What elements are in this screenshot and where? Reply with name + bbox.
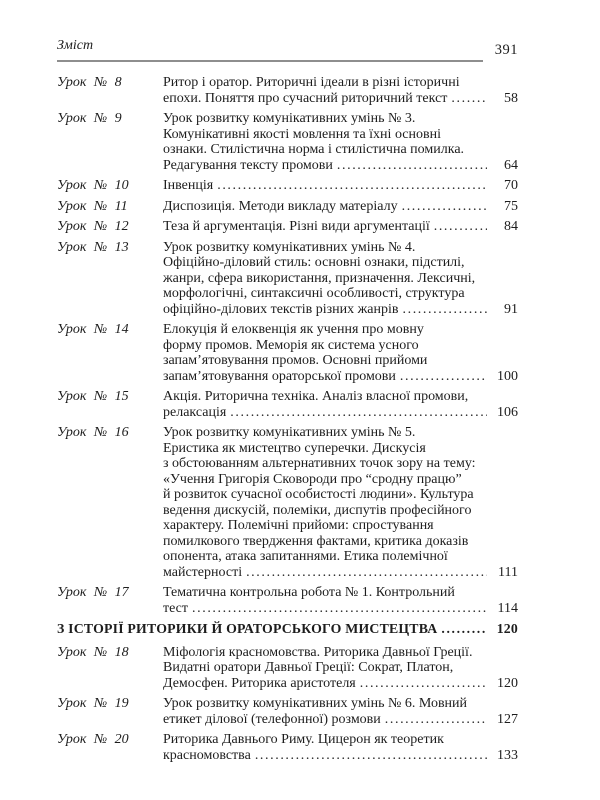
lesson-label: Урок № 16 <box>57 425 129 440</box>
dot-leader <box>434 219 487 235</box>
entry-last-line-row <box>163 601 518 617</box>
entry-page-number: 84 <box>504 219 518 234</box>
entry-line: форму промов. Меморія як система усного <box>163 337 419 353</box>
lesson-label: Урок № 9 <box>57 111 122 126</box>
running-head <box>57 36 518 62</box>
entry-last-line-row <box>163 158 518 174</box>
dot-leader <box>441 621 487 637</box>
entry-line: й розвиток сучасної особистості людини». Культура <box>163 487 474 502</box>
entry-line: Урок розвитку комунікативних умінь № 3. <box>163 111 416 126</box>
entry-page-number: 111 <box>498 564 518 580</box>
entry-line: Елокуція й елоквенція як учення про мовну <box>163 322 424 337</box>
lesson-label: Урок № 15 <box>57 389 129 404</box>
entry-line: Еристика як мистецтво суперечки. Дискусія <box>163 440 426 456</box>
entry-line: опонента, атака запитаннями. Етика полемічної <box>163 549 448 564</box>
entry-line: характеру. Полемічні прийоми: спростування <box>163 518 434 533</box>
entry-last-line-row <box>163 748 518 764</box>
dot-leader <box>451 91 487 107</box>
entry-line: з обстоюванням альтернативних точок зору на тему: <box>163 456 476 471</box>
dot-leader <box>230 405 487 421</box>
entry-text <box>163 732 518 763</box>
entry-text <box>163 389 518 420</box>
entry-last-line-row <box>163 405 518 421</box>
entry-line: Міфологія красномовства. Риторика Давньої Греції. <box>163 644 473 660</box>
entry-line: Урок розвитку комунікативних умінь № 6. Мовний <box>163 696 468 711</box>
toc-entry <box>57 111 518 173</box>
entry-last-line: епохи. Поняття про сучасний риторичний текст <box>163 90 448 106</box>
entry-page-number: 127 <box>497 711 518 727</box>
entry-page-number: 64 <box>504 157 518 173</box>
dot-leader <box>403 302 488 318</box>
toc-entry <box>57 240 518 318</box>
entry-page-number: 75 <box>504 198 518 214</box>
entry-page-number: 70 <box>504 178 518 193</box>
toc-entry <box>57 645 518 692</box>
toc-entry <box>57 732 518 763</box>
entry-last-line-row <box>163 565 518 581</box>
toc-entry <box>57 199 518 215</box>
entry-last-line: красномовства <box>163 747 251 763</box>
section-title: З ІСТОРІЇ РИТОРИКИ Й ОРАТОРСЬКОГО МИСТЕЦТВА <box>57 621 438 636</box>
entry-line: «Учення Григорія Сковороди про “сродну працю” <box>163 471 462 487</box>
entry-last-line: офіційно-ділових текстів різних жанрів <box>163 301 399 317</box>
entry-last-line: Демосфен. Риторика аристотеля <box>163 675 356 691</box>
entry-last-line-row <box>163 219 518 235</box>
entry-line: Акція. Риторична техніка. Аналіз власної промови, <box>163 389 469 404</box>
entry-line: запам’ятовування промов. Основні прийоми <box>163 353 428 368</box>
lesson-label: Урок № 10 <box>57 178 129 193</box>
entry-text <box>163 322 518 384</box>
section-heading <box>57 621 518 637</box>
entry-last-line: Теза й аргументація. Різні види аргументації <box>163 219 430 234</box>
entry-page-number: 114 <box>497 600 518 616</box>
dot-leader <box>192 601 487 617</box>
entry-text <box>163 111 518 173</box>
entry-text <box>163 240 518 318</box>
entry-line: Офіційно-діловий стиль: основні ознаки, підстилі, <box>163 255 465 270</box>
toc-entry <box>57 696 518 727</box>
entry-page-number: 100 <box>497 368 518 384</box>
entry-last-line-row <box>163 91 518 107</box>
entry-last-line: Інвенція <box>163 178 214 193</box>
lesson-label: Урок № 13 <box>57 239 129 255</box>
entry-last-line: Диспозиція. Методи викладу матеріалу <box>163 198 398 214</box>
entry-line: Тематична контрольна робота № 1. Контрольний <box>163 585 455 600</box>
lesson-label: Урок № 18 <box>57 644 129 660</box>
dot-leader <box>402 199 487 215</box>
entry-last-line: Редагування тексту промови <box>163 157 333 173</box>
entry-line: ознаки. Стилістична норма і стилістична помилка. <box>163 142 465 157</box>
toc-entry <box>57 322 518 384</box>
entry-text <box>163 199 518 215</box>
entry-line: ведення дискусій, полеміки, диспутів професійного <box>163 502 472 518</box>
toc-entry <box>57 219 518 235</box>
dot-leader <box>255 748 487 764</box>
entry-last-line: майстерності <box>163 564 243 580</box>
entry-line: Урок розвитку комунікативних умінь № 4. <box>163 239 416 255</box>
entry-text <box>163 75 518 106</box>
entry-page-number: 58 <box>504 90 518 106</box>
lesson-label: Урок № 11 <box>57 198 128 214</box>
lesson-label: Урок № 19 <box>57 696 129 711</box>
entry-last-line: запам’ятовування ораторської промови <box>163 368 396 384</box>
entry-text <box>163 585 518 616</box>
toc-entry <box>57 75 518 106</box>
entry-page-number: 133 <box>497 747 518 763</box>
entry-text <box>163 178 518 194</box>
entry-last-line-row <box>163 302 518 318</box>
lesson-label: Урок № 14 <box>57 322 129 337</box>
dot-leader <box>246 565 487 581</box>
entry-last-line: етикет ділової (телефонної) розмови <box>163 711 381 727</box>
entry-page-number: 91 <box>504 301 518 317</box>
toc-entry <box>57 585 518 616</box>
entry-line: Риторика Давнього Риму. Цицерон як теоретик <box>163 732 444 747</box>
lesson-label: Урок № 8 <box>57 75 122 90</box>
page-title: Зміст <box>57 38 94 53</box>
toc-entry <box>57 178 518 194</box>
toc-list <box>57 75 518 763</box>
entry-text <box>163 219 518 235</box>
entry-page-number: 120 <box>497 675 518 691</box>
entry-text <box>163 696 518 727</box>
entry-line: помилкового твердження фактами, критика доказів <box>163 533 469 549</box>
header-rule <box>57 36 483 62</box>
entry-last-line-row <box>163 178 518 194</box>
lesson-label: Урок № 12 <box>57 219 129 234</box>
entry-line: Видатні оратори Давньої Греції: Сократ, Платон, <box>163 660 454 675</box>
entry-line: Комунікативні якості мовлення та їхні основні <box>163 126 441 142</box>
entry-text <box>163 425 518 580</box>
dot-leader <box>337 158 487 174</box>
entry-text <box>163 645 518 692</box>
toc-entry <box>57 425 518 580</box>
section-page-number: 120 <box>496 621 518 636</box>
entry-last-line-row <box>163 676 518 692</box>
header-page-number: 391 <box>494 42 518 58</box>
entry-last-line-row <box>163 712 518 728</box>
entry-line: жанри, сфера використання, призначення. Лексичні, <box>163 270 476 286</box>
entry-last-line: релаксація <box>163 404 227 420</box>
toc-entry <box>57 389 518 420</box>
entry-last-line: тест <box>163 600 189 616</box>
dot-leader <box>400 369 487 385</box>
entry-page-number: 106 <box>497 404 518 420</box>
entry-last-line-row <box>163 199 518 215</box>
dot-leader <box>385 712 487 728</box>
dot-leader <box>360 676 487 692</box>
entry-line: Ритор і оратор. Риторичні ідеали в різні історичні <box>163 75 460 90</box>
entry-last-line-row <box>163 369 518 385</box>
entry-line: Урок розвитку комунікативних умінь № 5. <box>163 425 416 440</box>
lesson-label: Урок № 20 <box>57 732 129 747</box>
lesson-label: Урок № 17 <box>57 585 129 600</box>
dot-leader <box>217 178 487 194</box>
entry-line: морфологічні, синтаксичні особливості, структура <box>163 286 465 301</box>
